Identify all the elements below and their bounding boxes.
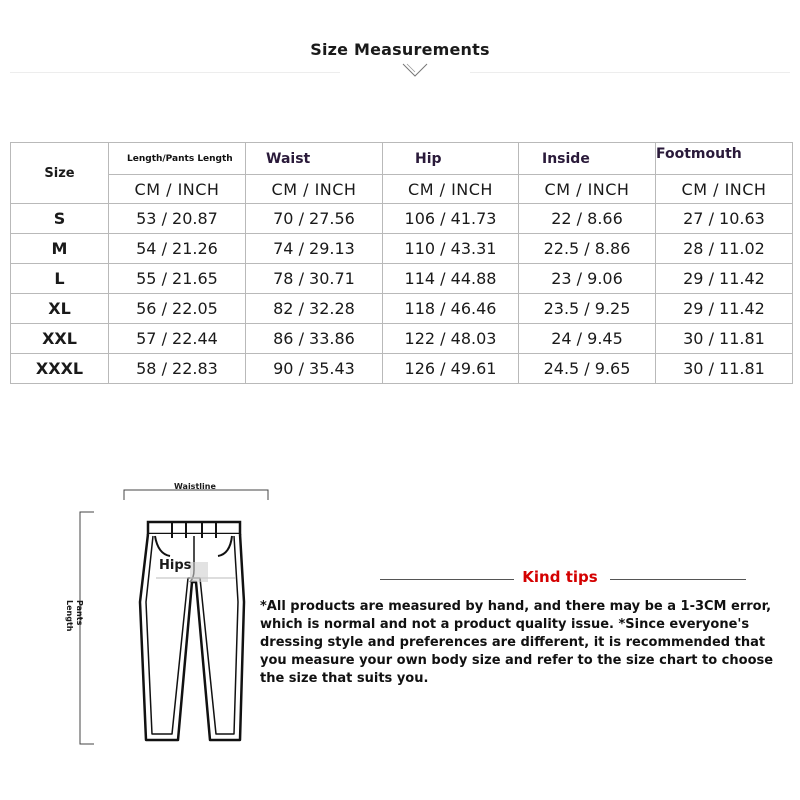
length-cell: 54 / 21.26 [109, 234, 246, 264]
pants-length-label-line2: Length [65, 600, 74, 632]
waist-cell: 78 / 30.71 [246, 264, 383, 294]
table-header-row [11, 143, 793, 175]
column-header-inside: Inside [519, 143, 656, 175]
footmouth-cell: 28 / 11.02 [656, 234, 793, 264]
length-cell: 55 / 21.65 [109, 264, 246, 294]
pants-length-label [64, 600, 84, 632]
inside-cell: 24.5 / 9.65 [519, 354, 656, 384]
table-row [11, 324, 793, 354]
hip-cell: 126 / 49.61 [383, 354, 519, 384]
divider [610, 579, 746, 580]
size-cell: XXXL [11, 354, 109, 384]
waist-cell: 70 / 27.56 [246, 204, 383, 234]
length-cell: 57 / 22.44 [109, 324, 246, 354]
size-cell: S [11, 204, 109, 234]
waist-cell: 90 / 35.43 [246, 354, 383, 384]
chevron-down-icon [401, 62, 429, 80]
size-cell: XL [11, 294, 109, 324]
size-table [10, 142, 793, 384]
kind-tips-title: Kind tips [522, 568, 598, 586]
page-title: Size Measurements [310, 40, 490, 59]
unit-label: CM / INCH [383, 175, 519, 204]
waist-cell: 86 / 33.86 [246, 324, 383, 354]
table-row [11, 234, 793, 264]
inside-cell: 23.5 / 9.25 [519, 294, 656, 324]
hip-cell: 114 / 44.88 [383, 264, 519, 294]
length-cell: 56 / 22.05 [109, 294, 246, 324]
size-cell: L [11, 264, 109, 294]
kind-tips-text: *All products are measured by hand, and there may be a 1-3CM error, which is normal and not a product quality issue. *Since everyone's dressing style and preferences are different, it is recommended that you measure your own body size and refer to the size chart to choose the size that suits you. [260, 599, 774, 686]
table-row [11, 294, 793, 324]
column-header-footmouth: Footmouth [656, 143, 793, 175]
divider [380, 579, 514, 580]
column-header-hip: Hip [383, 143, 519, 175]
footmouth-cell: 30 / 11.81 [656, 354, 793, 384]
unit-label: CM / INCH [109, 175, 246, 204]
pants-icon [60, 470, 290, 760]
footmouth-cell: 29 / 11.42 [656, 264, 793, 294]
divider [10, 72, 340, 73]
unit-row [11, 175, 793, 204]
inside-cell: 23 / 9.06 [519, 264, 656, 294]
table-row [11, 354, 793, 384]
waist-cell: 74 / 29.13 [246, 234, 383, 264]
hips-label: Hips [159, 558, 192, 573]
length-cell: 53 / 20.87 [109, 204, 246, 234]
length-cell: 58 / 22.83 [109, 354, 246, 384]
measurement-diagram [60, 470, 290, 760]
waist-cell: 82 / 32.28 [246, 294, 383, 324]
hip-cell: 118 / 46.46 [383, 294, 519, 324]
table-row [11, 264, 793, 294]
inside-cell: 22.5 / 8.86 [519, 234, 656, 264]
waistline-label: Waistline [174, 482, 216, 491]
hip-cell: 106 / 41.73 [383, 204, 519, 234]
column-header-waist: Waist [246, 143, 383, 175]
size-cell: XXL [11, 324, 109, 354]
footmouth-cell: 30 / 11.81 [656, 324, 793, 354]
hip-cell: 122 / 48.03 [383, 324, 519, 354]
inside-cell: 22 / 8.66 [519, 204, 656, 234]
pants-length-label-line1: Pants [75, 600, 84, 626]
column-header-length: Length/Pants Length [109, 143, 246, 175]
footmouth-cell: 29 / 11.42 [656, 294, 793, 324]
unit-label: CM / INCH [246, 175, 383, 204]
unit-label: CM / INCH [519, 175, 656, 204]
size-column-header: Size [11, 143, 109, 204]
unit-label: CM / INCH [656, 175, 793, 204]
hip-cell: 110 / 43.31 [383, 234, 519, 264]
table-row [11, 204, 793, 234]
size-cell: M [11, 234, 109, 264]
footmouth-cell: 27 / 10.63 [656, 204, 793, 234]
divider [470, 72, 790, 73]
inside-cell: 24 / 9.45 [519, 324, 656, 354]
